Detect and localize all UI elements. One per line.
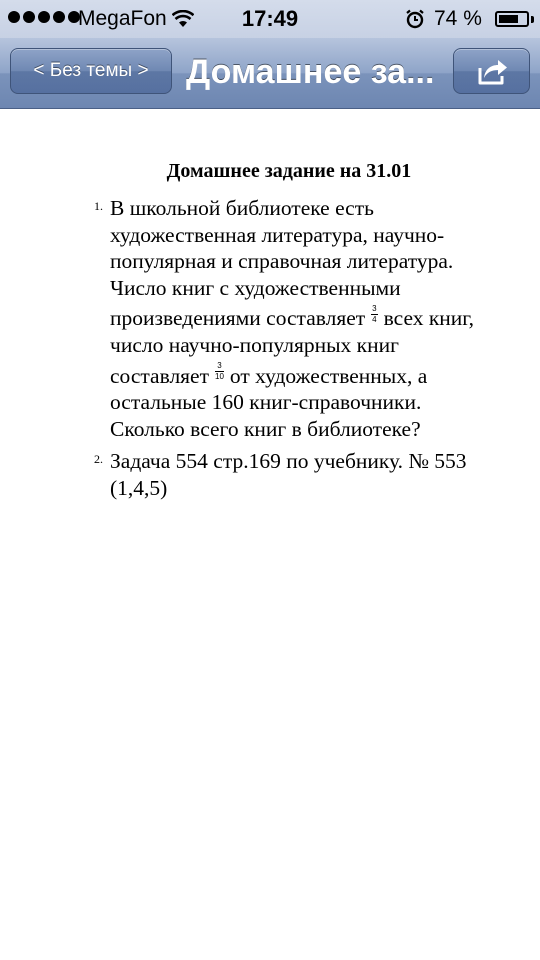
battery-percent: 74 % <box>434 7 482 30</box>
list-item <box>110 448 510 501</box>
list-item-line: число научно-популярных книг <box>110 332 399 357</box>
list-item-line: остальные 160 книг-справочники. <box>110 390 422 415</box>
fraction <box>371 304 377 325</box>
list-item-line: Число книг с художественными <box>110 275 401 300</box>
document-title: Домашнее задание на 31.01 <box>166 160 412 182</box>
clock-time: 17:49 <box>241 6 299 31</box>
list-item-text: произведениями составляет <box>110 306 366 331</box>
list-item-number: 1. <box>94 199 103 213</box>
fraction-denominator: 10 <box>215 372 224 382</box>
fraction-numerator: 3 <box>372 303 377 313</box>
nav-title: Домашнее за... <box>186 53 435 91</box>
back-button[interactable]: < Без темы > <box>10 48 172 94</box>
status-bar <box>0 0 540 38</box>
navigation-bar <box>0 38 540 109</box>
list-item <box>110 195 510 442</box>
share-icon <box>474 56 510 86</box>
list-item-line: Сколько всего книг в библиотеке? <box>110 416 421 441</box>
list-item-line: Задача 554 стр.169 по учебнику. № 553 <box>110 449 467 473</box>
battery-level-fill <box>499 15 518 23</box>
list-item-number: 2. <box>94 452 103 466</box>
battery-nub <box>531 16 534 23</box>
fraction-denominator: 4 <box>372 314 377 324</box>
fraction-numerator: 3 <box>215 361 224 372</box>
list-item-text: от художественных, а <box>229 363 428 388</box>
alarm-icon <box>405 9 425 29</box>
list-item-line <box>110 305 510 332</box>
share-button[interactable] <box>453 48 530 94</box>
list-item-line: популярная и справочная литература. <box>110 249 454 274</box>
carrier-name: MegaFon <box>78 7 167 30</box>
list-item-line: (1,4,5) <box>110 475 168 500</box>
list-item-line <box>110 363 510 390</box>
battery-icon <box>495 11 529 27</box>
fraction <box>215 361 224 382</box>
list-item-text: составляет <box>110 363 209 388</box>
list-item-line: художественная литература, научно- <box>110 222 445 247</box>
list-item-line: В школьной библиотеке есть <box>110 196 374 220</box>
list-item-text: всех книг, <box>383 306 475 331</box>
